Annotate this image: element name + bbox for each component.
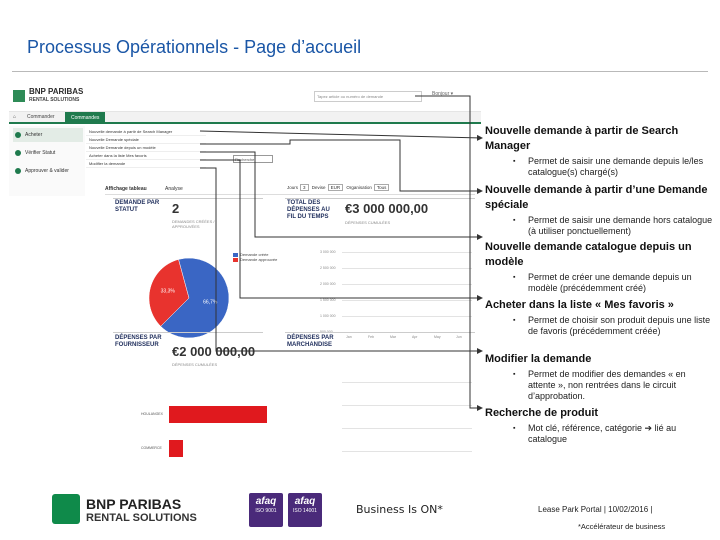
tab-commander[interactable]: Commander [27, 114, 55, 120]
bar [169, 406, 267, 423]
panel-divider [113, 198, 263, 199]
annotation-search-manager [485, 124, 715, 178]
menu-item-modele[interactable]: Nouvelle Demande depuis un modèle [86, 144, 206, 152]
home-icon[interactable]: ⌂ [13, 114, 17, 120]
annotation-text: Permet de saisir une demande depuis le/les catalogue(s) chargé(s) [528, 156, 704, 177]
pie-svg [143, 252, 235, 344]
legend-swatch [233, 258, 238, 262]
pie-chart [143, 252, 235, 344]
annotation-bullet [485, 315, 715, 337]
footer-footnote: *Accélérateur de business [578, 522, 666, 531]
main-tabbar [9, 112, 481, 124]
legend-label: Demande créée [240, 252, 269, 257]
footer-brand-sub: RENTAL SOLUTIONS [86, 512, 197, 524]
y-tick: 2 500 000 [320, 266, 336, 270]
annotation-title: Nouvelle demande catalogue depuis un modèle [485, 241, 692, 268]
sidebar-item-acheter[interactable] [13, 128, 83, 142]
cart-icon [15, 132, 21, 138]
badge-title: afaq [255, 496, 277, 507]
annotation-bullet [485, 272, 715, 294]
bar-category: COMMERCE [141, 446, 162, 450]
annotation-text: Permet de créer une demande depuis un modèle (précédemment créé) [528, 272, 692, 293]
slide-title: Processus Opérationnels - Page d’accueil [27, 37, 362, 57]
x-tick: Jun [456, 335, 462, 339]
annotation-modele [485, 240, 715, 294]
filter-period-select[interactable]: 3 [300, 184, 309, 191]
search-tooltip: Recherche [233, 155, 273, 163]
bnp-stars-icon [52, 494, 80, 524]
y-tick: 3 000 000 [320, 250, 336, 254]
afaq-badge-14001 [288, 493, 322, 527]
badge-sub: ISO 14001 [293, 508, 317, 514]
bullet-icon: ▪ [513, 425, 516, 432]
annotation-bullet [485, 423, 715, 445]
grid-line [342, 428, 472, 429]
bullet-icon: ▪ [513, 274, 516, 281]
annotation-modifier [485, 352, 715, 402]
subtab-analyse[interactable]: Analyse [165, 186, 183, 192]
app-header [9, 82, 481, 112]
menu-item-modifier[interactable]: Modifier la demande [86, 160, 206, 168]
app-logo-sub: RENTAL SOLUTIONS [29, 97, 80, 103]
user-menu[interactable]: Bonjour ▾ [432, 91, 454, 97]
badge-title: afaq [294, 496, 316, 507]
y-tick: 1 000 000 [320, 314, 336, 318]
spend-by-supplier-chart [141, 372, 269, 462]
x-tick: May [434, 335, 441, 339]
filter-currency-select[interactable]: EUR [328, 184, 344, 191]
grid-line [342, 252, 472, 253]
search-input[interactable]: Tapez article ou numéro de demande [314, 91, 422, 102]
footer-portal: Lease Park Portal | 10/02/2016 | [538, 505, 653, 514]
annotation-favoris [485, 298, 715, 337]
afaq-badge-9001 [249, 493, 283, 527]
annotation-bullet [485, 156, 715, 178]
filter-currency-label: Devise [311, 185, 326, 190]
annotation-bullet [485, 215, 715, 237]
app-screenshot [9, 82, 481, 477]
bullet-icon: ▪ [513, 371, 516, 378]
grid-line [342, 451, 472, 452]
grid-line [342, 268, 472, 269]
grid-line [342, 405, 472, 406]
panel-divider [113, 332, 263, 333]
menu-item-favoris[interactable]: Acheter dans la liste Mes favoris [86, 152, 206, 160]
menu-item-search-manager[interactable]: Nouvelle demande à partir de Search Manager [86, 128, 206, 136]
filter-org-label: Organisation [346, 185, 372, 190]
footer-tagline: Business Is ON* [356, 503, 443, 516]
x-tick: Mar [390, 335, 397, 339]
sidebar-item-label: Acheter [25, 132, 43, 138]
pie-legend [233, 252, 277, 262]
app-logo-name: BNP PARIBAS [29, 87, 84, 96]
annotation-recherche [485, 406, 715, 445]
kpi-label-statut: DEMANDE PAR STATUT [115, 200, 160, 213]
kpi-sub-statut: DEMANDES CRÉÉES / APPROUVÉES [172, 219, 215, 229]
sidebar-item-label: Approuver & valider [25, 168, 69, 174]
annotation-title: Nouvelle demande à partir d’une Demande spéciale [485, 184, 708, 211]
kpi-label-total: TOTAL DES DÉPENSES AU FIL DU TEMPS [287, 200, 330, 220]
annotation-title: Acheter dans la liste « Mes favoris » [485, 299, 674, 311]
sidebar-item-label: Vérifier Statut [25, 150, 56, 156]
kpi-value-fournisseur: €2 000 000,00 [172, 344, 256, 359]
annotation-bullet [485, 369, 715, 402]
x-tick: Jan [346, 335, 352, 339]
footer-brand-name: BNP PARIBAS [86, 496, 182, 512]
annotation-text: Permet de choisir son produit depuis une liste de favoris (précédemment créée) [528, 315, 711, 336]
annotation-title: Modifier la demande [485, 353, 592, 365]
kpi-value-statut: 2 [172, 201, 180, 216]
bullet-icon: ▪ [513, 158, 516, 165]
y-tick: 2 000 000 [320, 282, 336, 286]
kpi-value-total: €3 000 000,00 [345, 201, 429, 216]
check-icon [15, 168, 21, 174]
x-tick: Apr [412, 335, 418, 339]
sidebar-item-approuver[interactable] [13, 164, 83, 178]
x-tick: Feb [368, 335, 375, 339]
y-tick: 1 500 000 [320, 298, 336, 302]
panel-divider [285, 198, 475, 199]
spend-over-time-chart [320, 250, 472, 339]
panel-divider [285, 332, 475, 333]
annotation-title: Recherche de produit [485, 407, 599, 419]
app-logo-icon [13, 90, 25, 102]
filter-org-select[interactable]: Tous [374, 184, 390, 191]
title-divider [12, 71, 708, 72]
sidebar-item-verifier[interactable] [13, 146, 83, 160]
grid-line [342, 316, 472, 317]
spend-by-goods-chart [342, 382, 472, 452]
kpi-sub-fournisseur: DÉPENSES CUMULÉES [172, 362, 218, 367]
annotation-title: Nouvelle demande à partir de Search Manager [485, 125, 679, 152]
bar [169, 440, 183, 457]
pie-slice-label: 33,3% [160, 288, 175, 295]
sidebar [9, 126, 85, 196]
badge-sub: ISO 9001 [255, 508, 277, 514]
kpi-label-marchandise: DÉPENSES PAR MARCHANDISE [287, 335, 334, 348]
grid-line [342, 300, 472, 301]
annotation-text: Permet de modifier des demandes « en attente », non rentrées dans le circuit d’approbation. [528, 369, 686, 401]
grid-line [342, 284, 472, 285]
legend-item [233, 257, 277, 262]
annotation-text: Permet de saisir une demande hors catalogue (à utiliser ponctuellement) [528, 215, 713, 236]
acheter-menu [86, 128, 206, 168]
menu-item-demande-speciale[interactable]: Nouvelle Demande spéciale [86, 136, 206, 144]
annotation-demande-speciale [485, 183, 715, 237]
pie-slice-label: 66,7% [203, 299, 218, 306]
dashboard-filters [287, 184, 391, 191]
bullet-icon: ▪ [513, 317, 516, 324]
grid-line [342, 382, 472, 383]
annotation-text: Mot clé, référence, catégorie ➔ lié au catalogue [528, 423, 677, 444]
legend-label: Demande approuvée [240, 257, 278, 262]
tab-commandes[interactable]: Commandes [65, 112, 105, 124]
bullet-icon: ▪ [513, 217, 516, 224]
kpi-label-fournisseur: DÉPENSES PAR FOURNISSEUR [115, 335, 162, 348]
bar-category: HOULANGEX [141, 412, 163, 416]
status-icon [15, 150, 21, 156]
kpi-sub-total: DÉPENSES CUMULÉES [345, 220, 391, 225]
subtab-tableau[interactable]: Affichage tableau [105, 186, 147, 192]
filter-period-label: Jours [287, 185, 299, 190]
